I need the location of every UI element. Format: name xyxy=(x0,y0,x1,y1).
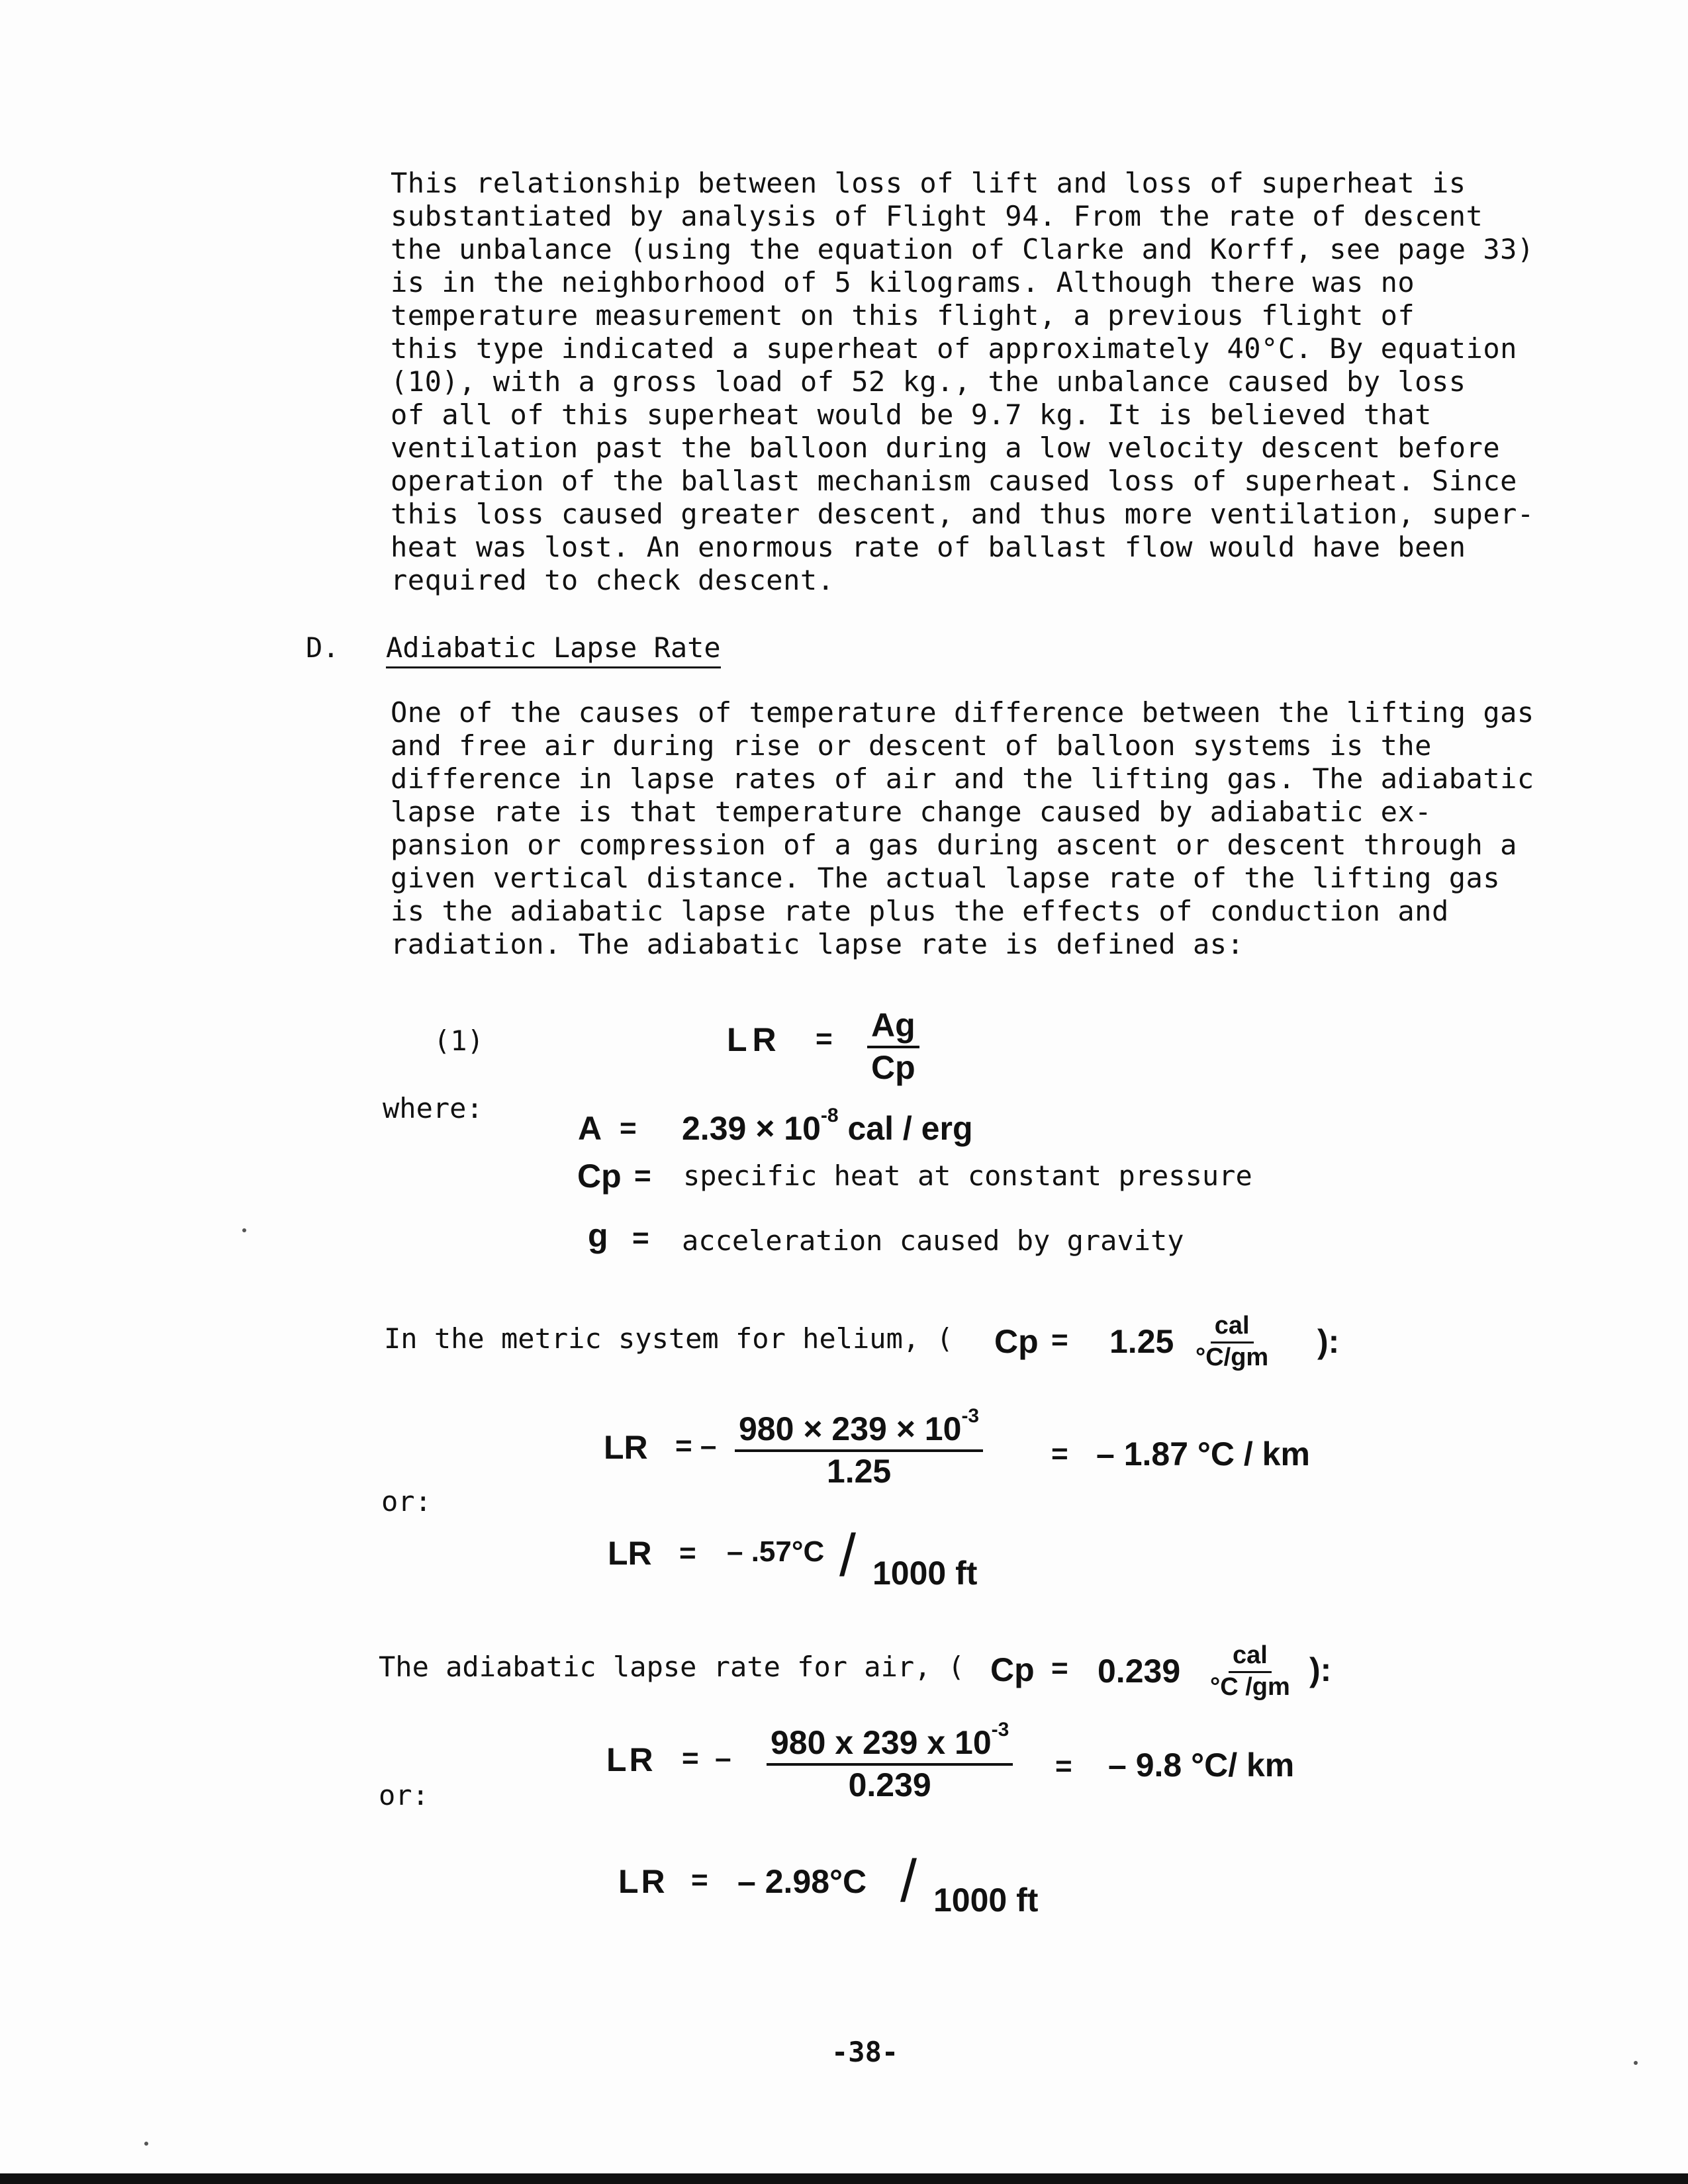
eq-air-numerator xyxy=(767,1719,1013,1766)
where-A-equals: = xyxy=(620,1112,637,1144)
air-cp: Cp xyxy=(990,1651,1035,1688)
air-equals: = xyxy=(1051,1652,1068,1684)
paragraph1-line: heat was lost. An enormous rate of ballast flow would have been xyxy=(391,531,1466,563)
paragraph2-line: One of the causes of temperature difference between the lifting gas xyxy=(391,696,1534,729)
eq-he-result: – 1.87 °C / km xyxy=(1096,1435,1310,1473)
paragraph1-line: This relationship between loss of lift and loss of superheat is xyxy=(391,167,1466,199)
eq-air-denominator: 0.239 xyxy=(848,1766,931,1803)
where-g-equals: = xyxy=(632,1222,649,1254)
page-number: -38- xyxy=(831,2036,899,2068)
eq-he2-value: – .57°C xyxy=(727,1535,825,1568)
eq-air-fraction xyxy=(767,1719,1013,1804)
or-label-1: or: xyxy=(381,1485,432,1518)
where-A-value xyxy=(682,1105,973,1148)
eq-air-numerator-exp: -3 xyxy=(991,1719,1009,1741)
paragraph1-line: substantiated by analysis of Flight 94. From the rate of descent xyxy=(391,200,1483,232)
helium-value: 1.25 xyxy=(1109,1323,1174,1360)
helium-equals: = xyxy=(1051,1324,1068,1356)
eq-air-result: – 9.8 °C/ km xyxy=(1108,1747,1295,1784)
eq1-lhs: LR xyxy=(727,1021,782,1058)
eq-air2-lhs: LR xyxy=(618,1863,668,1900)
eq-he-numerator-exp: -3 xyxy=(961,1405,980,1427)
scan-edge xyxy=(0,2173,1688,2184)
paragraph1-line: is in the neighborhood of 5 kilograms. Although there was no xyxy=(391,266,1415,298)
eq-he2-equals: = xyxy=(679,1537,696,1569)
paragraph2-line: given vertical distance. The actual lapse rate of the lifting gas xyxy=(391,862,1501,894)
where-A-value-prefix: 2.39 × 10 xyxy=(682,1110,821,1147)
section-letter: D. xyxy=(306,631,340,664)
paragraph2-line: pansion or compression of a gas during ascent or descent through a xyxy=(391,829,1517,861)
eq-he-numerator-text: 980 × 239 × 10 xyxy=(739,1410,962,1447)
where-Cp-equals: = xyxy=(634,1160,651,1192)
eq-he-equals: = – xyxy=(675,1430,717,1462)
eq-air-equals: = – xyxy=(682,1742,731,1774)
where-A-value-suffix: cal / erg xyxy=(838,1110,973,1147)
paragraph-superheat xyxy=(391,167,1556,597)
air-unit-den: °C /gm xyxy=(1210,1673,1290,1701)
equation-number: (1) xyxy=(434,1024,484,1057)
air-unit-num: cal xyxy=(1229,1641,1272,1673)
paragraph1-line: temperature measurement on this flight, a previous flight of xyxy=(391,299,1415,332)
where-A-symbol: A xyxy=(578,1110,602,1147)
air-unit-fraction xyxy=(1210,1641,1290,1702)
where-g-text: acceleration caused by gravity xyxy=(682,1224,1184,1257)
air-close: ): xyxy=(1309,1651,1332,1688)
eq-he-fraction xyxy=(735,1405,983,1490)
eq-air2-per: 1000 ft xyxy=(933,1882,1039,1919)
helium-unit-fraction xyxy=(1196,1312,1268,1372)
eq-air2-slash: / xyxy=(900,1848,917,1915)
eq-air-equals2: = xyxy=(1055,1750,1072,1782)
eq-he2-slash: / xyxy=(839,1523,857,1589)
paragraph1-line: this type indicated a superheat of approximately 40°C. By equation xyxy=(391,332,1517,365)
eq1-fraction xyxy=(867,1006,919,1087)
paragraph1-line: of all of this superheat would be 9.7 kg. It is believed that xyxy=(391,398,1432,431)
eq1-equals: = xyxy=(816,1023,833,1055)
paragraph1-line: operation of the ballast mechanism caused loss of superheat. Since xyxy=(391,465,1517,497)
helium-intro: In the metric system for helium, ( xyxy=(384,1322,953,1355)
helium-close: ): xyxy=(1317,1323,1340,1360)
where-A-exponent: -8 xyxy=(820,1105,839,1126)
eq-he2-per: 1000 ft xyxy=(872,1555,978,1592)
paragraph1-line: (10), with a gross load of 52 kg., the unbalance caused by loss xyxy=(391,365,1466,398)
paragraph1-line: this loss caused greater descent, and thus more ventilation, super- xyxy=(391,498,1534,530)
where-Cp-text: specific heat at constant pressure xyxy=(683,1160,1252,1192)
eq-air-numerator-text: 980 x 239 x 10 xyxy=(771,1724,992,1761)
eq-he2-lhs: LR xyxy=(608,1535,652,1572)
helium-unit-den: °C/gm xyxy=(1196,1343,1269,1371)
scan-speck xyxy=(242,1228,246,1232)
eq1-denominator: Cp xyxy=(871,1049,915,1086)
paragraph2-line: and free air during rise or descent of balloon systems is the xyxy=(391,729,1432,762)
paragraph2-line: radiation. The adiabatic lapse rate is defined as: xyxy=(391,928,1244,960)
air-intro: The adiabatic lapse rate for air, ( xyxy=(379,1651,965,1683)
cp-symbol-text: Cp xyxy=(577,1158,622,1195)
where-label: where: xyxy=(383,1092,483,1124)
eq-he-numerator xyxy=(735,1405,983,1452)
paragraph1-line: ventilation past the balloon during a low velocity descent before xyxy=(391,432,1501,464)
section-title: Adiabatic Lapse Rate xyxy=(386,631,721,668)
scan-speck xyxy=(144,2142,148,2146)
air-value: 0.239 xyxy=(1098,1653,1181,1690)
eq-he-lhs: LR xyxy=(604,1429,648,1466)
helium-cp: Cp xyxy=(994,1323,1039,1360)
helium-unit-num: cal xyxy=(1211,1312,1254,1343)
paragraph2-line: is the adiabatic lapse rate plus the effects of conduction and xyxy=(391,895,1449,927)
paragraph2-line: lapse rate is that temperature change caused by adiabatic ex- xyxy=(391,796,1432,828)
eq-air-lhs: LR xyxy=(606,1741,656,1778)
eq-he-denominator: 1.25 xyxy=(826,1453,892,1490)
where-Cp-symbol xyxy=(577,1157,622,1195)
paragraph-lapse-rate xyxy=(391,696,1556,961)
where-g-symbol: g xyxy=(588,1217,608,1254)
paragraph1-line: the unbalance (using the equation of Clarke and Korff, see page 33) xyxy=(391,233,1534,265)
eq1-numerator: Ag xyxy=(867,1006,919,1048)
paragraph1-line: required to check descent. xyxy=(391,564,835,596)
scan-speck xyxy=(1634,2061,1638,2065)
or-label-2: or: xyxy=(379,1779,429,1811)
eq-air2-value: – 2.98°C xyxy=(737,1863,867,1900)
eq-air2-equals: = xyxy=(691,1864,708,1896)
eq-he-equals2: = xyxy=(1051,1437,1068,1470)
paragraph2-line: difference in lapse rates of air and the lifting gas. The adiabatic xyxy=(391,762,1534,795)
